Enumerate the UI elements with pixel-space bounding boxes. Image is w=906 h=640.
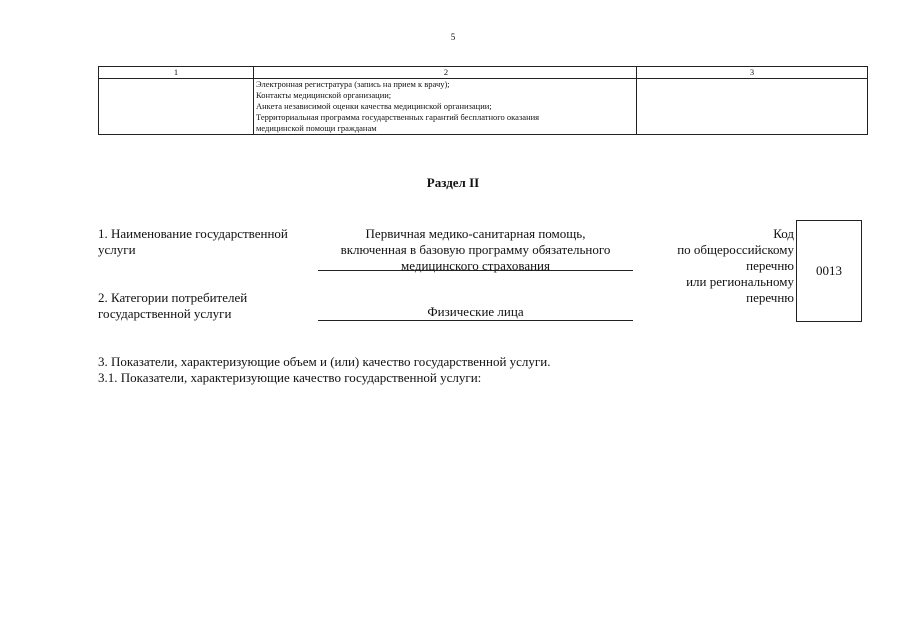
quality-indicators-heading: 3.1. Показатели, характеризующие качество государственной услуги:	[98, 370, 482, 385]
code-label-line: перечню	[746, 290, 794, 305]
table-cell-line: Контакты медицинской организации;	[256, 90, 392, 100]
table-cell-col-2	[254, 79, 637, 135]
code-label-line: по общероссийскому	[677, 242, 794, 257]
code-value: 0013	[816, 263, 842, 278]
consumers-underline	[318, 320, 633, 321]
consumers-label-line: 2. Категории потребителей	[98, 290, 248, 305]
table-cell-line: Электронная регистратура (запись на прием к врачу);	[256, 79, 450, 89]
service-name-label-line: 1. Наименование государственной	[98, 226, 288, 241]
code-box	[796, 220, 862, 322]
service-name-label	[98, 226, 313, 258]
table-cell-line: медицинской помощи гражданам	[256, 123, 377, 133]
service-name-underline	[318, 270, 633, 271]
indicators-heading: 3. Показатели, характеризующие объем и (или) качество государственной услуги.	[98, 354, 551, 369]
section-title: Раздел II	[426, 175, 480, 190]
page-number: 5	[450, 32, 456, 42]
table-cell-line: Территориальная программа государственных гарантий бесплатного оказания	[256, 112, 540, 122]
table-header-col-3: 3	[637, 67, 868, 79]
service-name-value	[318, 226, 633, 274]
consumers-label	[98, 290, 313, 322]
code-label-line: перечню	[746, 258, 794, 273]
table-cell-line: Анкета независимой оценки качества медицинской организации;	[256, 101, 492, 111]
code-label-line: Код	[773, 226, 794, 241]
table-cell-col-1	[99, 79, 254, 135]
service-name-value-line: медицинского страхования	[401, 258, 550, 273]
code-label	[636, 226, 794, 306]
table-row	[99, 79, 868, 135]
code-label-line: или региональному	[686, 274, 794, 289]
service-name-value-line: Первичная медико-санитарная помощь,	[365, 226, 586, 241]
table-header-row	[99, 67, 868, 79]
consumers-value: Физические лица	[427, 304, 524, 319]
continuation-table	[98, 66, 868, 135]
table-header-col-1: 1	[99, 67, 254, 79]
service-name-label-line: услуги	[98, 242, 136, 257]
table-header-col-2: 2	[254, 67, 637, 79]
consumers-label-line: государственной услуги	[98, 306, 232, 321]
table-cell-col-3	[637, 79, 868, 135]
service-name-value-line: включенная в базовую программу обязательного	[340, 242, 611, 257]
